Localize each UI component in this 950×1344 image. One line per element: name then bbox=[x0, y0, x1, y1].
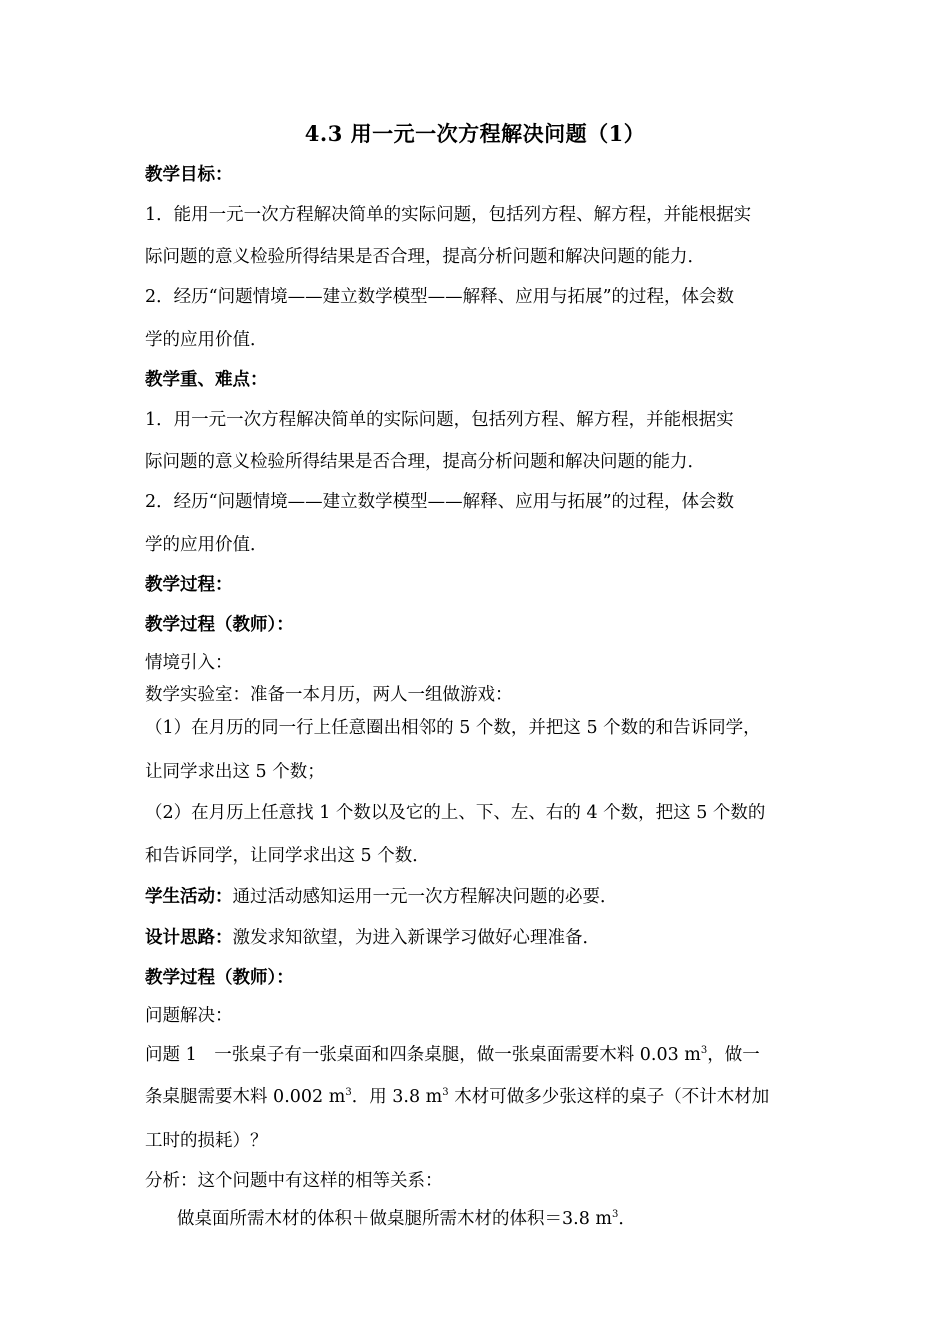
keypoint-1-line-2: 际问题的意义检验所得结果是否合理，提高分析问题和解决问题的能力． bbox=[145, 452, 705, 472]
problem-1-text-b: ，做一 bbox=[707, 1045, 760, 1065]
problem-1-line-2 bbox=[145, 1085, 810, 1109]
design-idea-label: 设计思路： bbox=[145, 928, 233, 948]
student-activity-line bbox=[145, 885, 810, 909]
process-heading: 教学过程： bbox=[145, 575, 233, 595]
analysis-line: 分析：这个问题中有这样的相等关系： bbox=[145, 1171, 443, 1191]
intro-label: 情境引入： bbox=[145, 653, 233, 673]
problem-solving-label: 问题解决： bbox=[145, 1006, 233, 1026]
keypoint-1-line-1: 1．用一元一次方程解决简单的实际问题，包括列方程、解方程，并能根据实 bbox=[145, 410, 734, 430]
problem-1-line-3: 工时的损耗）？ bbox=[145, 1131, 268, 1151]
keypoint-2-line-1: 2．经历“问题情境——建立数学模型——解释、应用与拓展”的过程，体会数 bbox=[145, 492, 735, 512]
problem-1-line-2-text-a: 条桌腿需要木料 0.002 m bbox=[145, 1087, 346, 1107]
design-idea-text: 激发求知欲望，为进入新课学习做好心理准备． bbox=[232, 928, 600, 948]
game-2-line-2: 和告诉同学，让同学求出这 5 个数． bbox=[145, 846, 430, 866]
goal-1-line-2: 际问题的意义检验所得结果是否合理，提高分析问题和解决问题的能力． bbox=[145, 247, 705, 267]
problem-1-line-2-text-c: 木材可做多少张这样的桌子（不计木材加 bbox=[448, 1087, 770, 1107]
relation-text-b: ． bbox=[618, 1209, 636, 1229]
game-1-line-2: 让同学求出这 5 个数； bbox=[145, 762, 325, 782]
problem-1-line-1 bbox=[145, 1043, 810, 1067]
student-activity-label: 学生活动： bbox=[145, 887, 233, 907]
cubic-superscript: 3 bbox=[442, 1087, 449, 1098]
relation-text-a: 做桌面所需木材的体积＋做桌腿所需木材的体积＝3.8 m bbox=[177, 1209, 612, 1229]
math-lab-line: 数学实验室：准备一本月历，两人一组做游戏： bbox=[145, 685, 513, 705]
cubic-superscript: 3 bbox=[700, 1045, 708, 1056]
goal-1-line-1: 1．能用一元一次方程解决简单的实际问题，包括列方程、解方程，并能根据实 bbox=[145, 205, 752, 225]
goal-2-line-1: 2．经历“问题情境——建立数学模型——解释、应用与拓展”的过程，体会数 bbox=[145, 287, 735, 307]
problem-1-text-a: 问题 1 一张桌子有一张桌面和四条桌腿，做一张桌面需要木料 0.03 m bbox=[145, 1045, 701, 1065]
keypoints-heading: 教学重、难点： bbox=[145, 370, 268, 390]
equality-relation-line bbox=[177, 1207, 842, 1231]
goals-heading: 教学目标： bbox=[145, 165, 233, 185]
student-activity-text: 通过活动感知运用一元一次方程解决问题的必要． bbox=[232, 887, 618, 907]
game-2-line-1: （2）在月历上任意找 1 个数以及它的上、下、左、右的 4 个数，把这 5 个数的 bbox=[145, 803, 766, 823]
teacher-process-heading-2: 教学过程（教师）： bbox=[145, 968, 294, 988]
problem-1-line-2-text-b: ．用 3.8 m bbox=[351, 1087, 443, 1107]
keypoint-2-line-2: 学的应用价值． bbox=[145, 535, 268, 555]
goal-2-line-2: 学的应用价值． bbox=[145, 330, 268, 350]
cubic-superscript: 3 bbox=[612, 1209, 619, 1220]
design-idea-line bbox=[145, 926, 810, 950]
cubic-superscript: 3 bbox=[345, 1087, 352, 1098]
game-1-line-1: （1）在月历的同一行上任意圈出相邻的 5 个数，并把这 5 个数的和告诉同学， bbox=[145, 718, 761, 738]
teacher-process-heading-1: 教学过程（教师）： bbox=[145, 615, 294, 635]
document-title: 4.3 用一元一次方程解决问题（1） bbox=[304, 121, 646, 146]
